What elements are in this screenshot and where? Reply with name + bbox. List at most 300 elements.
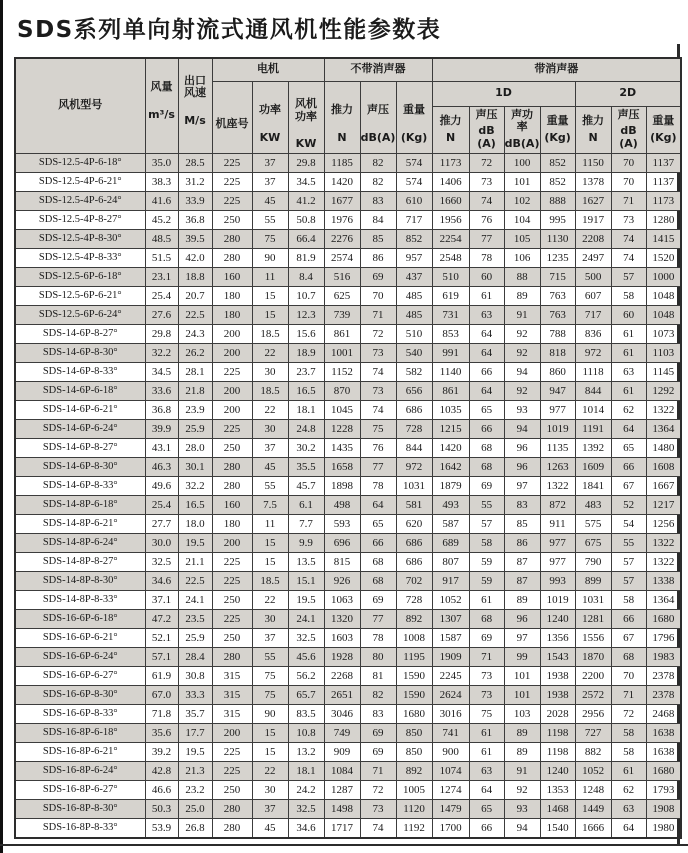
header-1d-group: 1D xyxy=(432,81,575,106)
value-cell: 83 xyxy=(360,191,396,210)
value-cell: 61 xyxy=(469,590,504,609)
value-cell: 21.3 xyxy=(178,761,212,780)
value-cell: 1103 xyxy=(646,343,681,362)
header-motor-group: 电机 xyxy=(212,58,324,81)
model-cell: SDS-14-6P-8-27° xyxy=(15,438,145,457)
model-cell: SDS-16-8P-8-30° xyxy=(15,799,145,818)
value-cell: 55 xyxy=(469,495,504,514)
value-cell: 1717 xyxy=(324,818,360,838)
value-cell: 32.2 xyxy=(178,476,212,495)
value-cell: 1406 xyxy=(432,172,469,191)
value-cell: 23.5 xyxy=(178,609,212,628)
value-cell: 15 xyxy=(252,723,288,742)
value-cell: 1052 xyxy=(575,761,611,780)
value-cell: 28.4 xyxy=(178,647,212,666)
value-cell: 69 xyxy=(469,628,504,647)
value-cell: 728 xyxy=(396,419,432,438)
value-cell: 89 xyxy=(504,723,540,742)
value-cell: 686 xyxy=(396,533,432,552)
table-row xyxy=(15,799,681,818)
value-cell: 65 xyxy=(611,438,646,457)
value-cell: 16.5 xyxy=(288,381,324,400)
value-cell: 28.0 xyxy=(178,438,212,457)
value-cell: 61 xyxy=(469,742,504,761)
value-cell: 101 xyxy=(504,172,540,191)
value-cell: 12.3 xyxy=(288,305,324,324)
value-cell: 1415 xyxy=(646,229,681,248)
value-cell: 30 xyxy=(252,362,288,381)
value-cell: 61.9 xyxy=(145,666,178,685)
model-cell: SDS-16-8P-6-18° xyxy=(15,723,145,742)
value-cell: 1870 xyxy=(575,647,611,666)
value-cell: 1217 xyxy=(646,495,681,514)
value-cell: 1152 xyxy=(324,362,360,381)
value-cell: 73 xyxy=(469,666,504,685)
value-cell: 82 xyxy=(360,153,396,172)
value-cell: 37 xyxy=(252,628,288,647)
value-cell: 18.9 xyxy=(288,343,324,362)
header-thrust xyxy=(324,81,360,153)
value-cell: 957 xyxy=(396,248,432,267)
value-cell: 102 xyxy=(504,191,540,210)
value-cell: 1638 xyxy=(646,723,681,742)
value-cell: 83.5 xyxy=(288,704,324,723)
value-cell: 64 xyxy=(469,324,504,343)
value-cell: 225 xyxy=(212,172,252,191)
model-cell: SDS-14-8P-8-27° xyxy=(15,552,145,571)
value-cell: 892 xyxy=(396,609,432,628)
value-cell: 69 xyxy=(360,590,396,609)
value-cell: 68 xyxy=(360,552,396,571)
header-1d-swl xyxy=(504,106,540,153)
value-cell: 540 xyxy=(396,343,432,362)
table-row xyxy=(15,818,681,838)
value-cell: 63 xyxy=(611,362,646,381)
value-cell: 315 xyxy=(212,704,252,723)
header-airflow-unit: m³/s xyxy=(148,107,175,121)
value-cell: 17.7 xyxy=(178,723,212,742)
value-cell: 763 xyxy=(540,305,575,324)
value-cell: 37 xyxy=(252,153,288,172)
value-cell: 1120 xyxy=(396,799,432,818)
value-cell: 30.1 xyxy=(178,457,212,476)
value-cell: 656 xyxy=(396,381,432,400)
value-cell: 741 xyxy=(432,723,469,742)
value-cell: 1074 xyxy=(432,761,469,780)
value-cell: 73 xyxy=(360,799,396,818)
value-cell: 73 xyxy=(360,381,396,400)
header-outlet-speed-unit: M/s xyxy=(184,114,206,128)
table-row xyxy=(15,267,681,286)
value-cell: 74 xyxy=(360,818,396,838)
value-cell: 69 xyxy=(360,723,396,742)
value-cell: 67.0 xyxy=(145,685,178,704)
value-cell: 32.5 xyxy=(288,799,324,818)
value-cell: 33.9 xyxy=(178,191,212,210)
value-cell: 582 xyxy=(396,362,432,381)
value-cell: 45 xyxy=(252,457,288,476)
value-cell: 619 xyxy=(432,286,469,305)
header-power-unit: KW xyxy=(259,131,281,144)
value-cell: 815 xyxy=(324,552,360,571)
value-cell: 483 xyxy=(575,495,611,514)
value-cell: 35.0 xyxy=(145,153,178,172)
value-cell: 104 xyxy=(504,210,540,229)
value-cell: 1435 xyxy=(324,438,360,457)
value-cell: 1983 xyxy=(646,647,681,666)
value-cell: 1137 xyxy=(646,172,681,191)
value-cell: 790 xyxy=(575,552,611,571)
value-cell: 1256 xyxy=(646,514,681,533)
value-cell: 77 xyxy=(360,609,396,628)
value-cell: 160 xyxy=(212,495,252,514)
value-cell: 56.2 xyxy=(288,666,324,685)
value-cell: 13.5 xyxy=(288,552,324,571)
value-cell: 81 xyxy=(360,666,396,685)
header-thrust-unit: N xyxy=(337,131,347,144)
value-cell: 15.1 xyxy=(288,571,324,590)
value-cell: 41.6 xyxy=(145,191,178,210)
value-cell: 81.9 xyxy=(288,248,324,267)
value-cell: 1980 xyxy=(646,818,681,838)
value-cell: 1048 xyxy=(646,286,681,305)
value-cell: 485 xyxy=(396,305,432,324)
value-cell: 10.8 xyxy=(288,723,324,742)
scan-edge-bottom xyxy=(0,844,688,846)
value-cell: 1014 xyxy=(575,400,611,419)
value-cell: 1938 xyxy=(540,666,575,685)
model-cell: SDS-12.5-4P-8-30° xyxy=(15,229,145,248)
table-row xyxy=(15,590,681,609)
value-cell: 853 xyxy=(432,324,469,343)
value-cell: 1627 xyxy=(575,191,611,210)
table-row xyxy=(15,761,681,780)
value-cell: 16.5 xyxy=(178,495,212,514)
value-cell: 7.5 xyxy=(252,495,288,514)
value-cell: 437 xyxy=(396,267,432,286)
value-cell: 225 xyxy=(212,742,252,761)
value-cell: 90 xyxy=(252,704,288,723)
value-cell: 1420 xyxy=(324,172,360,191)
value-cell: 39.5 xyxy=(178,229,212,248)
value-cell: 37.1 xyxy=(145,590,178,609)
value-cell: 1608 xyxy=(646,457,681,476)
header-frame-label: 机座号 xyxy=(215,117,249,131)
table-row xyxy=(15,704,681,723)
value-cell: 1378 xyxy=(575,172,611,191)
value-cell: 37 xyxy=(252,799,288,818)
value-cell: 34.5 xyxy=(145,362,178,381)
value-cell: 1322 xyxy=(646,552,681,571)
value-cell: 1001 xyxy=(324,343,360,362)
value-cell: 39.2 xyxy=(145,742,178,761)
value-cell: 1287 xyxy=(324,780,360,799)
value-cell: 64 xyxy=(611,818,646,838)
model-cell: SDS-14-8P-8-33° xyxy=(15,590,145,609)
value-cell: 94 xyxy=(504,362,540,381)
value-cell: 99 xyxy=(504,647,540,666)
value-cell: 1660 xyxy=(432,191,469,210)
value-cell: 75 xyxy=(252,685,288,704)
value-cell: 1928 xyxy=(324,647,360,666)
value-cell: 844 xyxy=(575,381,611,400)
value-cell: 18.0 xyxy=(178,514,212,533)
value-cell: 1908 xyxy=(646,799,681,818)
table-row xyxy=(15,571,681,590)
value-cell: 1248 xyxy=(575,780,611,799)
value-cell: 1498 xyxy=(324,799,360,818)
table-row xyxy=(15,324,681,343)
table-row xyxy=(15,153,681,172)
value-cell: 86 xyxy=(504,533,540,552)
value-cell: 34.6 xyxy=(145,571,178,590)
table-row xyxy=(15,723,681,742)
model-cell: SDS-16-8P-6-21° xyxy=(15,742,145,761)
value-cell: 2254 xyxy=(432,229,469,248)
value-cell: 63 xyxy=(611,799,646,818)
value-cell: 1468 xyxy=(540,799,575,818)
header-spl-label: 声压 xyxy=(367,103,390,117)
value-cell: 68 xyxy=(611,647,646,666)
value-cell: 24.1 xyxy=(178,590,212,609)
value-cell: 50.8 xyxy=(288,210,324,229)
value-cell: 2651 xyxy=(324,685,360,704)
value-cell: 74 xyxy=(611,248,646,267)
value-cell: 63 xyxy=(469,761,504,780)
value-cell: 27.6 xyxy=(145,305,178,324)
header-2d-group: 2D xyxy=(575,81,681,106)
value-cell: 65 xyxy=(360,514,396,533)
value-cell: 101 xyxy=(504,685,540,704)
value-cell: 66.4 xyxy=(288,229,324,248)
value-cell: 22 xyxy=(252,400,288,419)
value-cell: 24.8 xyxy=(288,419,324,438)
value-cell: 69 xyxy=(469,476,504,495)
value-cell: 77 xyxy=(360,457,396,476)
model-cell: SDS-16-6P-6-27° xyxy=(15,666,145,685)
value-cell: 225 xyxy=(212,761,252,780)
model-cell: SDS-14-8P-8-30° xyxy=(15,571,145,590)
value-cell: 1192 xyxy=(396,818,432,838)
value-cell: 280 xyxy=(212,229,252,248)
value-cell: 20.7 xyxy=(178,286,212,305)
value-cell: 160 xyxy=(212,267,252,286)
value-cell: 92 xyxy=(504,324,540,343)
header-with-silencer-group: 带消声器 xyxy=(432,58,681,81)
value-cell: 64 xyxy=(469,780,504,799)
header-frame xyxy=(212,81,252,153)
value-cell: 96 xyxy=(504,438,540,457)
value-cell: 69 xyxy=(360,742,396,761)
value-cell: 3016 xyxy=(432,704,469,723)
value-cell: 24.2 xyxy=(288,780,324,799)
value-cell: 1019 xyxy=(540,590,575,609)
value-cell: 65.7 xyxy=(288,685,324,704)
value-cell: 1658 xyxy=(324,457,360,476)
value-cell: 22 xyxy=(252,590,288,609)
value-cell: 1879 xyxy=(432,476,469,495)
value-cell: 900 xyxy=(432,742,469,761)
value-cell: 1045 xyxy=(324,400,360,419)
value-cell: 2208 xyxy=(575,229,611,248)
value-cell: 74 xyxy=(469,191,504,210)
header-model-label: 风机型号 xyxy=(58,98,103,112)
value-cell: 11 xyxy=(252,514,288,533)
value-cell: 728 xyxy=(396,590,432,609)
value-cell: 105 xyxy=(504,229,540,248)
value-cell: 180 xyxy=(212,286,252,305)
value-cell: 200 xyxy=(212,533,252,552)
table-row xyxy=(15,248,681,267)
value-cell: 1680 xyxy=(646,609,681,628)
header-1d-spl xyxy=(469,106,504,153)
value-cell: 18.5 xyxy=(252,571,288,590)
value-cell: 2624 xyxy=(432,685,469,704)
header-2d-thrust xyxy=(575,106,611,153)
value-cell: 61 xyxy=(611,381,646,400)
value-cell: 1005 xyxy=(396,780,432,799)
value-cell: 97 xyxy=(504,628,540,647)
value-cell: 7.7 xyxy=(288,514,324,533)
model-cell: SDS-16-8P-6-27° xyxy=(15,780,145,799)
value-cell: 39.9 xyxy=(145,419,178,438)
value-cell: 1956 xyxy=(432,210,469,229)
value-cell: 498 xyxy=(324,495,360,514)
value-cell: 1338 xyxy=(646,571,681,590)
value-cell: 66 xyxy=(469,419,504,438)
value-cell: 80 xyxy=(360,647,396,666)
value-cell: 42.8 xyxy=(145,761,178,780)
value-cell: 225 xyxy=(212,191,252,210)
value-cell: 1084 xyxy=(324,761,360,780)
value-cell: 493 xyxy=(432,495,469,514)
table-row xyxy=(15,514,681,533)
value-cell: 250 xyxy=(212,210,252,229)
value-cell: 250 xyxy=(212,628,252,647)
value-cell: 1603 xyxy=(324,628,360,647)
value-cell: 29.8 xyxy=(288,153,324,172)
value-cell: 87 xyxy=(504,571,540,590)
value-cell: 995 xyxy=(540,210,575,229)
value-cell: 225 xyxy=(212,552,252,571)
value-cell: 1898 xyxy=(324,476,360,495)
value-cell: 58 xyxy=(611,742,646,761)
value-cell: 1479 xyxy=(432,799,469,818)
value-cell: 280 xyxy=(212,799,252,818)
model-cell: SDS-12.5-4P-8-33° xyxy=(15,248,145,267)
value-cell: 91 xyxy=(504,305,540,324)
value-cell: 21.1 xyxy=(178,552,212,571)
value-cell: 100 xyxy=(504,153,540,172)
value-cell: 18.1 xyxy=(288,400,324,419)
model-cell: SDS-12.5-6P-6-21° xyxy=(15,286,145,305)
value-cell: 33.6 xyxy=(145,381,178,400)
value-cell: 68 xyxy=(469,457,504,476)
value-cell: 1063 xyxy=(324,590,360,609)
value-cell: 66 xyxy=(469,362,504,381)
value-cell: 1841 xyxy=(575,476,611,495)
header-outlet-speed xyxy=(178,58,212,153)
value-cell: 25.9 xyxy=(178,419,212,438)
value-cell: 2574 xyxy=(324,248,360,267)
header-2d-thrust-label: 推力 xyxy=(582,113,605,127)
value-cell: 32.5 xyxy=(288,628,324,647)
value-cell: 1263 xyxy=(540,457,575,476)
value-cell: 1274 xyxy=(432,780,469,799)
value-cell: 84 xyxy=(360,210,396,229)
value-cell: 93 xyxy=(504,400,540,419)
model-cell: SDS-12.5-6P-6-18° xyxy=(15,267,145,286)
value-cell: 1353 xyxy=(540,780,575,799)
value-cell: 43.1 xyxy=(145,438,178,457)
value-cell: 717 xyxy=(396,210,432,229)
value-cell: 1642 xyxy=(432,457,469,476)
header-power-label: 功率 xyxy=(259,103,281,117)
value-cell: 61 xyxy=(469,723,504,742)
value-cell: 41.2 xyxy=(288,191,324,210)
value-cell: 35.7 xyxy=(178,704,212,723)
value-cell: 55 xyxy=(611,533,646,552)
value-cell: 68 xyxy=(360,571,396,590)
value-cell: 25.9 xyxy=(178,628,212,647)
value-cell: 19.5 xyxy=(178,533,212,552)
value-cell: 63 xyxy=(469,305,504,324)
value-cell: 1031 xyxy=(396,476,432,495)
value-cell: 1281 xyxy=(575,609,611,628)
value-cell: 717 xyxy=(575,305,611,324)
value-cell: 1195 xyxy=(396,647,432,666)
table-row xyxy=(15,628,681,647)
table-row xyxy=(15,191,681,210)
header-1d-thrust-unit: N xyxy=(445,130,456,144)
model-cell: SDS-14-8P-6-24° xyxy=(15,533,145,552)
value-cell: 917 xyxy=(432,571,469,590)
value-cell: 689 xyxy=(432,533,469,552)
value-cell: 58 xyxy=(611,286,646,305)
value-cell: 58 xyxy=(469,533,504,552)
value-cell: 516 xyxy=(324,267,360,286)
value-cell: 1938 xyxy=(540,685,575,704)
value-cell: 72 xyxy=(611,704,646,723)
value-cell: 200 xyxy=(212,723,252,742)
value-cell: 972 xyxy=(575,343,611,362)
value-cell: 1364 xyxy=(646,419,681,438)
value-cell: 32.5 xyxy=(145,552,178,571)
value-cell: 30 xyxy=(252,419,288,438)
value-cell: 8.4 xyxy=(288,267,324,286)
table-row xyxy=(15,609,681,628)
value-cell: 1609 xyxy=(575,457,611,476)
value-cell: 66 xyxy=(360,533,396,552)
value-cell: 581 xyxy=(396,495,432,514)
value-cell: 62 xyxy=(611,780,646,799)
model-cell: SDS-14-6P-6-21° xyxy=(15,400,145,419)
value-cell: 250 xyxy=(212,590,252,609)
value-cell: 65 xyxy=(469,799,504,818)
value-cell: 94 xyxy=(504,419,540,438)
value-cell: 1137 xyxy=(646,153,681,172)
header-1d-thrust-label: 推力 xyxy=(439,113,462,127)
table-row xyxy=(15,419,681,438)
value-cell: 30.8 xyxy=(178,666,212,685)
value-cell: 2200 xyxy=(575,666,611,685)
value-cell: 180 xyxy=(212,514,252,533)
value-cell: 852 xyxy=(540,153,575,172)
value-cell: 200 xyxy=(212,400,252,419)
value-cell: 71 xyxy=(469,647,504,666)
value-cell: 1356 xyxy=(540,628,575,647)
header-weight-label: 重量 xyxy=(403,103,426,117)
